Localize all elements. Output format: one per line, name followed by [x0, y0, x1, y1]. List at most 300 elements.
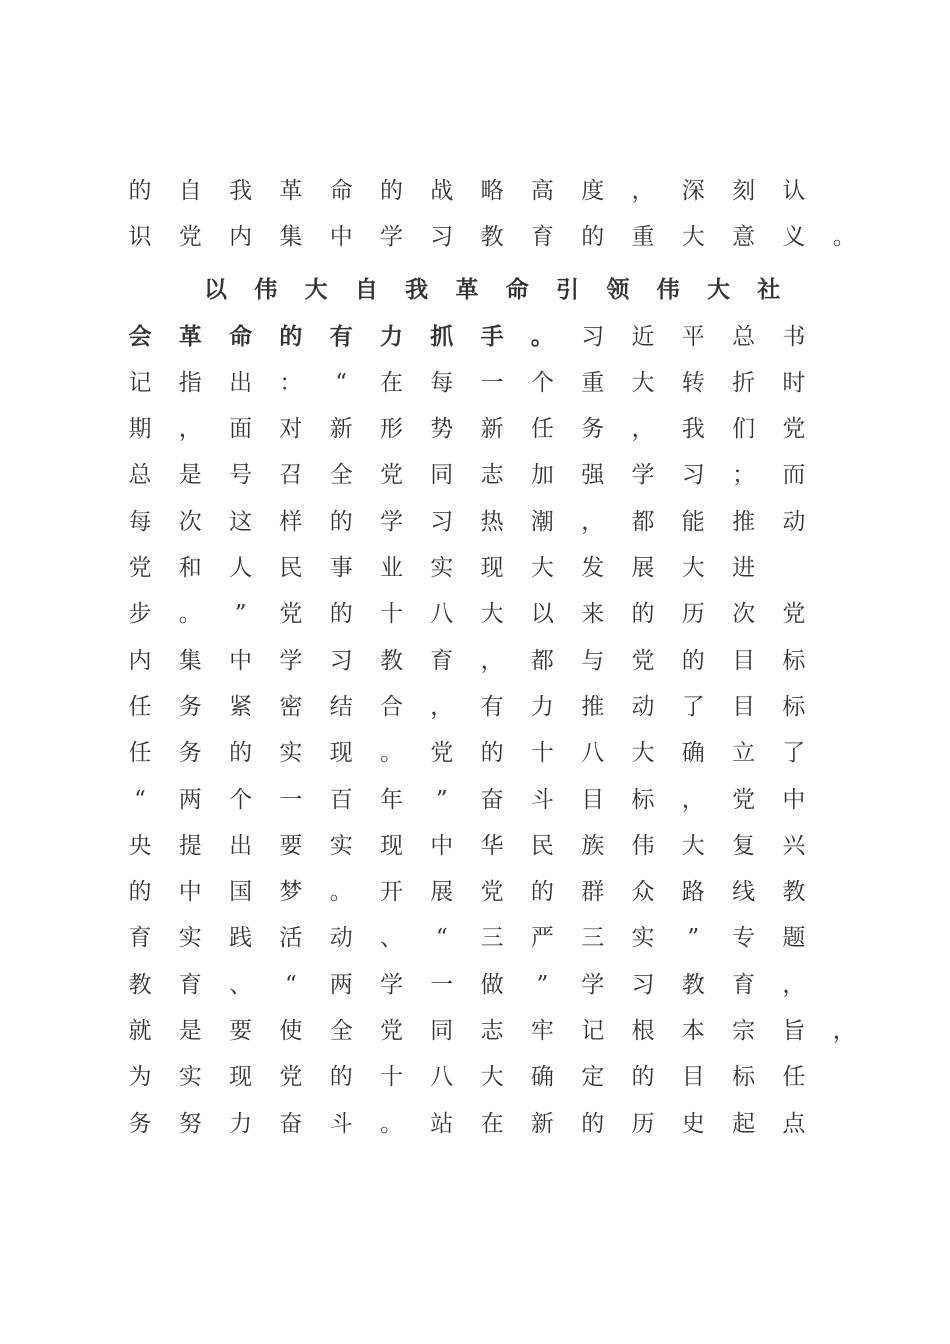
text-char: 号 [229, 462, 253, 489]
text-char: 任 [128, 693, 152, 720]
text-line [0, 732, 950, 778]
text-char: 命 [505, 276, 529, 304]
text-char: 斗 [530, 786, 554, 813]
text-char: 强 [581, 462, 605, 489]
text-char: 动 [631, 693, 655, 720]
text-char: 新 [329, 416, 353, 443]
text-char: 展 [631, 555, 655, 582]
text-char: 的 [631, 601, 655, 628]
text-char: 目 [732, 693, 756, 720]
text-char: 定 [581, 1064, 605, 1091]
text-char: 每 [430, 369, 454, 396]
text-char: 中 [782, 786, 806, 813]
text-char: 现 [480, 555, 504, 582]
text-char: 的 [329, 601, 353, 628]
text-char: 目 [681, 1064, 705, 1091]
text-char: 牢 [530, 1018, 554, 1045]
text-char: 都 [631, 508, 655, 535]
text-char: 次 [732, 601, 756, 628]
text-char: 有 [480, 693, 504, 720]
text-char: 的 [681, 647, 705, 674]
text-char: 时 [782, 369, 806, 396]
text-char: 了 [681, 693, 705, 720]
text-char: 大 [631, 740, 655, 767]
text-char: 平 [681, 323, 705, 350]
text-char: 线 [732, 879, 756, 906]
text-char: 近 [631, 323, 655, 350]
text-char: 每 [128, 508, 152, 535]
text-char: 的 [329, 1064, 353, 1091]
text-char: 为 [128, 1064, 152, 1091]
text-char: 步 [128, 601, 152, 628]
text-char: 手 [480, 322, 504, 350]
text-char: 和 [178, 555, 202, 582]
text-char: 自 [178, 178, 202, 204]
text-char: 刻 [732, 178, 756, 204]
text-char: 实 [430, 555, 454, 582]
text-char: ， [631, 178, 655, 204]
text-char: 来 [581, 601, 605, 628]
text-char: ， [581, 508, 605, 535]
text-line [0, 917, 950, 963]
text-char: 。 [329, 879, 353, 906]
text-line [0, 964, 950, 1010]
text-char: 党 [128, 555, 152, 582]
text-char: 召 [279, 462, 303, 489]
text-char: 一 [279, 786, 303, 813]
text-char: 力 [380, 322, 403, 350]
text-char: 任 [782, 1064, 806, 1091]
text-char: 总 [732, 323, 756, 350]
text-char: 的 [329, 508, 353, 535]
text-char: 众 [631, 879, 655, 906]
text-char: 记 [128, 369, 152, 396]
text-char: 样 [279, 508, 303, 535]
text-char: 密 [279, 693, 303, 720]
text-char: 确 [530, 1064, 554, 1091]
text-char: 次 [178, 508, 202, 535]
text-char: 开 [380, 879, 403, 906]
text-char: ， [681, 786, 705, 813]
text-char: 伟 [631, 832, 655, 859]
text-char: 革 [178, 322, 202, 350]
text-char: 中 [329, 224, 353, 251]
text-line [0, 454, 950, 500]
text-char: 两 [178, 786, 202, 813]
text-char: 标 [782, 693, 806, 720]
text-line [0, 1103, 950, 1149]
text-line [0, 216, 950, 269]
text-char: 习 [631, 971, 655, 998]
text-char: 意 [732, 224, 756, 251]
text-char: 而 [782, 462, 806, 489]
text-char: 党 [380, 1018, 403, 1045]
text-char: 加 [530, 462, 554, 489]
text-char: 国 [229, 879, 253, 906]
text-char: 站 [430, 1110, 454, 1137]
text-char: 全 [329, 462, 353, 489]
text-char: 。 [832, 224, 856, 251]
text-char: 推 [581, 693, 605, 720]
text-line [0, 1010, 950, 1056]
text-char: 出 [229, 369, 253, 396]
text-char: 抓 [430, 322, 454, 350]
text-char: 年 [380, 786, 403, 813]
text-char: 的 [581, 1110, 605, 1137]
text-char: 以 [530, 601, 554, 628]
text-char: 推 [732, 508, 756, 535]
text-char: 十 [380, 601, 403, 628]
text-char: 高 [530, 178, 554, 204]
text-char: ， [430, 693, 454, 720]
text-char: 十 [380, 1064, 403, 1091]
text-char: 党 [178, 224, 202, 251]
text-char: 教 [782, 879, 806, 906]
text-char: “ [134, 786, 146, 813]
text-char: ， [631, 416, 655, 443]
text-char: 动 [329, 925, 353, 952]
text-line [0, 871, 950, 917]
text-char: 大 [631, 369, 655, 396]
text-char: 深 [681, 178, 705, 204]
text-char: 记 [581, 1018, 605, 1045]
text-char: 内 [128, 647, 152, 674]
text-line [0, 170, 950, 216]
text-char: 斗 [329, 1110, 353, 1137]
text-char: 我 [229, 178, 253, 204]
text-char: 。 [530, 322, 554, 350]
text-char: 要 [279, 832, 303, 859]
text-line [0, 408, 950, 454]
text-char: 育 [530, 224, 554, 251]
text-char: 的 [128, 879, 152, 906]
text-char: 华 [480, 832, 504, 859]
text-char: 出 [229, 832, 253, 859]
text-line [0, 269, 950, 315]
text-line [0, 1056, 950, 1102]
text-char: 目 [581, 786, 605, 813]
text-line [0, 779, 950, 825]
text-char: 紧 [229, 693, 253, 720]
text-char: 根 [631, 1018, 655, 1045]
text-char: 革 [279, 178, 303, 204]
text-char: 育 [128, 925, 152, 952]
text-line [0, 593, 950, 639]
text-char: 央 [128, 832, 152, 859]
text-char: 教 [480, 224, 504, 251]
text-char: 习 [430, 508, 454, 535]
text-char: 宗 [732, 1018, 756, 1045]
text-char: 践 [229, 925, 253, 952]
text-char: 民 [279, 555, 303, 582]
text-line [0, 640, 950, 686]
text-char: 两 [329, 971, 353, 998]
text-char: 标 [732, 1064, 756, 1091]
text-char: 了 [782, 740, 806, 767]
text-char: ； [732, 462, 756, 489]
text-char: 有 [329, 322, 353, 350]
text-char: 三 [581, 925, 605, 952]
text-char: 教 [380, 647, 403, 674]
text-char: 学 [581, 971, 605, 998]
text-char: 百 [329, 786, 353, 813]
text-char: 党 [430, 740, 454, 767]
text-char: 集 [279, 224, 303, 251]
text-char: 中 [178, 879, 202, 906]
text-char: 社 [757, 276, 781, 304]
text-char: 党 [782, 416, 806, 443]
text-char: 活 [279, 925, 303, 952]
text-char: 识 [128, 224, 152, 251]
text-char: 命 [329, 178, 353, 204]
text-char: 折 [732, 369, 756, 396]
text-char: 旨 [782, 1018, 806, 1045]
text-char: 习 [329, 647, 353, 674]
text-char: 一 [430, 971, 454, 998]
text-char: 势 [430, 416, 454, 443]
text-char: 的 [631, 1064, 655, 1091]
text-char: 对 [279, 416, 303, 443]
text-char: 现 [380, 832, 403, 859]
text-char: 大 [706, 276, 730, 304]
text-char: ， [782, 971, 806, 998]
text-char: 重 [631, 224, 655, 251]
text-char: 同 [430, 1018, 454, 1045]
text-char: 转 [681, 369, 705, 396]
text-char: 三 [480, 925, 504, 952]
text-char: “ [435, 925, 448, 952]
text-char: “ [285, 971, 297, 998]
text-char: 要 [229, 1018, 253, 1045]
text-char: 。 [178, 601, 202, 628]
text-char: 大 [681, 832, 705, 859]
text-char: 路 [681, 879, 705, 906]
text-char: 伟 [254, 276, 278, 304]
text-char: 实 [329, 832, 353, 859]
text-char: 点 [782, 1110, 806, 1137]
text-char: 目 [732, 647, 756, 674]
text-char: 务 [128, 1110, 152, 1137]
text-char: 奋 [480, 786, 504, 813]
text-char: 我 [405, 276, 429, 304]
text-char: 这 [229, 508, 253, 535]
text-char: ” [234, 601, 247, 628]
text-char: 进 [732, 555, 756, 582]
text-char: 力 [530, 693, 554, 720]
text-char: 严 [530, 925, 554, 952]
text-char: 实 [178, 925, 202, 952]
text-line [0, 362, 950, 408]
text-char: 在 [480, 1110, 504, 1137]
text-char: 的 [581, 224, 605, 251]
text-char: 大 [681, 555, 705, 582]
text-char: 我 [681, 416, 705, 443]
text-char: 总 [128, 462, 152, 489]
text-char: 学 [380, 224, 403, 251]
text-char: 都 [530, 647, 554, 674]
text-char: 义 [782, 224, 806, 251]
text-char: “ [335, 369, 348, 396]
text-char: 十 [530, 740, 554, 767]
text-char: 大 [480, 601, 504, 628]
text-char: 八 [430, 601, 454, 628]
text-char: 的 [229, 740, 253, 767]
text-char: 命 [229, 322, 253, 350]
text-char: 。 [380, 740, 403, 767]
text-char: 任 [530, 416, 554, 443]
text-char: 习 [581, 323, 605, 350]
text-line [0, 501, 950, 547]
text-char: ： [279, 369, 303, 396]
text-char: 与 [581, 647, 605, 674]
text-char: 奋 [279, 1110, 303, 1137]
text-char: 志 [480, 462, 504, 489]
text-char: 面 [229, 416, 253, 443]
text-char: 育 [178, 971, 202, 998]
text-char: 认 [782, 178, 806, 204]
text-char: 一 [480, 369, 504, 396]
text-char: 务 [178, 740, 202, 767]
text-char: 动 [782, 508, 806, 535]
text-char: 发 [581, 555, 605, 582]
text-char: 兴 [782, 832, 806, 859]
text-line [0, 547, 950, 593]
text-char: 人 [229, 555, 253, 582]
text-char: 梦 [279, 879, 303, 906]
text-char: 起 [732, 1110, 756, 1137]
text-char: 历 [631, 1110, 655, 1137]
text-char: 实 [631, 925, 655, 952]
text-char: 历 [681, 601, 705, 628]
text-char: 自 [354, 276, 378, 304]
text-char: 立 [732, 740, 756, 767]
text-char: 务 [581, 416, 605, 443]
text-char: 学 [380, 971, 403, 998]
text-char: 略 [480, 178, 504, 204]
text-char: 实 [178, 1064, 202, 1091]
text-char: 志 [480, 1018, 504, 1045]
text-char: ” [687, 925, 700, 952]
text-char: 新 [530, 1110, 554, 1137]
text-char: 大 [530, 555, 554, 582]
text-char: 努 [178, 1110, 202, 1137]
text-char: 教 [128, 971, 152, 998]
text-char: 党 [732, 786, 756, 813]
text-char: 全 [329, 1018, 353, 1045]
text-char: 个 [229, 786, 253, 813]
text-line [0, 316, 950, 362]
text-char: 热 [480, 508, 504, 535]
text-char: 党 [380, 462, 403, 489]
text-char: 的 [530, 879, 554, 906]
text-char: 现 [329, 740, 353, 767]
text-char: 实 [279, 740, 303, 767]
text-char: 的 [128, 178, 152, 204]
text-char: 现 [229, 1064, 253, 1091]
text-char: 学 [279, 647, 303, 674]
text-char: 能 [681, 508, 705, 535]
text-char: 务 [178, 693, 202, 720]
text-char: 。 [380, 1110, 403, 1137]
text-char: 结 [329, 693, 353, 720]
text-char: 史 [681, 1110, 705, 1137]
text-char: 是 [178, 462, 202, 489]
text-char: 大 [480, 1064, 504, 1091]
body-text [0, 170, 950, 1149]
text-char: 个 [530, 369, 554, 396]
text-char: 会 [128, 322, 152, 350]
text-char: 业 [380, 555, 403, 582]
text-char: 群 [581, 879, 605, 906]
text-line [0, 825, 950, 871]
text-char: 党 [279, 601, 303, 628]
text-char: 合 [380, 693, 403, 720]
text-char: 教 [681, 971, 705, 998]
text-char: ， [832, 1018, 856, 1045]
text-char: 形 [380, 416, 403, 443]
text-char: 、 [380, 925, 403, 952]
text-char: 习 [681, 462, 705, 489]
text-char: 大 [304, 276, 328, 304]
text-char: 潮 [530, 508, 554, 535]
text-char: 育 [430, 647, 454, 674]
text-char: 提 [178, 832, 202, 859]
text-char: 的 [480, 740, 504, 767]
text-char: 党 [631, 647, 655, 674]
text-char: 战 [430, 178, 454, 204]
text-char: 确 [681, 740, 705, 767]
text-char: 力 [229, 1110, 253, 1137]
text-char: 本 [681, 1018, 705, 1045]
text-char: 重 [581, 369, 605, 396]
text-char: 做 [480, 971, 504, 998]
text-char: 同 [430, 462, 454, 489]
text-line [0, 686, 950, 732]
text-char: 以 [203, 276, 227, 304]
text-char: 是 [178, 1018, 202, 1045]
text-char: 任 [128, 740, 152, 767]
text-char: 的 [279, 322, 303, 350]
text-char: 事 [329, 555, 353, 582]
text-char: 习 [430, 224, 454, 251]
text-char: 大 [681, 224, 705, 251]
text-char: 革 [455, 276, 479, 304]
text-char: 度 [581, 178, 605, 204]
text-char: ， [480, 647, 504, 674]
text-char: 就 [128, 1018, 152, 1045]
text-char: 复 [732, 832, 756, 859]
text-char: 伟 [656, 276, 680, 304]
text-char: 族 [581, 832, 605, 859]
text-char: 领 [606, 276, 630, 304]
text-char: 指 [178, 369, 202, 396]
text-char: 新 [480, 416, 504, 443]
text-char: 在 [380, 369, 403, 396]
text-char: 学 [380, 508, 403, 535]
text-char: 民 [530, 832, 554, 859]
text-char: 展 [430, 879, 454, 906]
text-char: 中 [229, 647, 253, 674]
text-char: 题 [782, 925, 806, 952]
text-char: 集 [178, 647, 202, 674]
text-char: 使 [279, 1018, 303, 1045]
text-char: 、 [229, 971, 253, 998]
text-char: 专 [732, 925, 756, 952]
text-char: 们 [732, 416, 756, 443]
text-char: 八 [430, 1064, 454, 1091]
text-char: 标 [782, 647, 806, 674]
text-char: 党 [279, 1064, 303, 1091]
